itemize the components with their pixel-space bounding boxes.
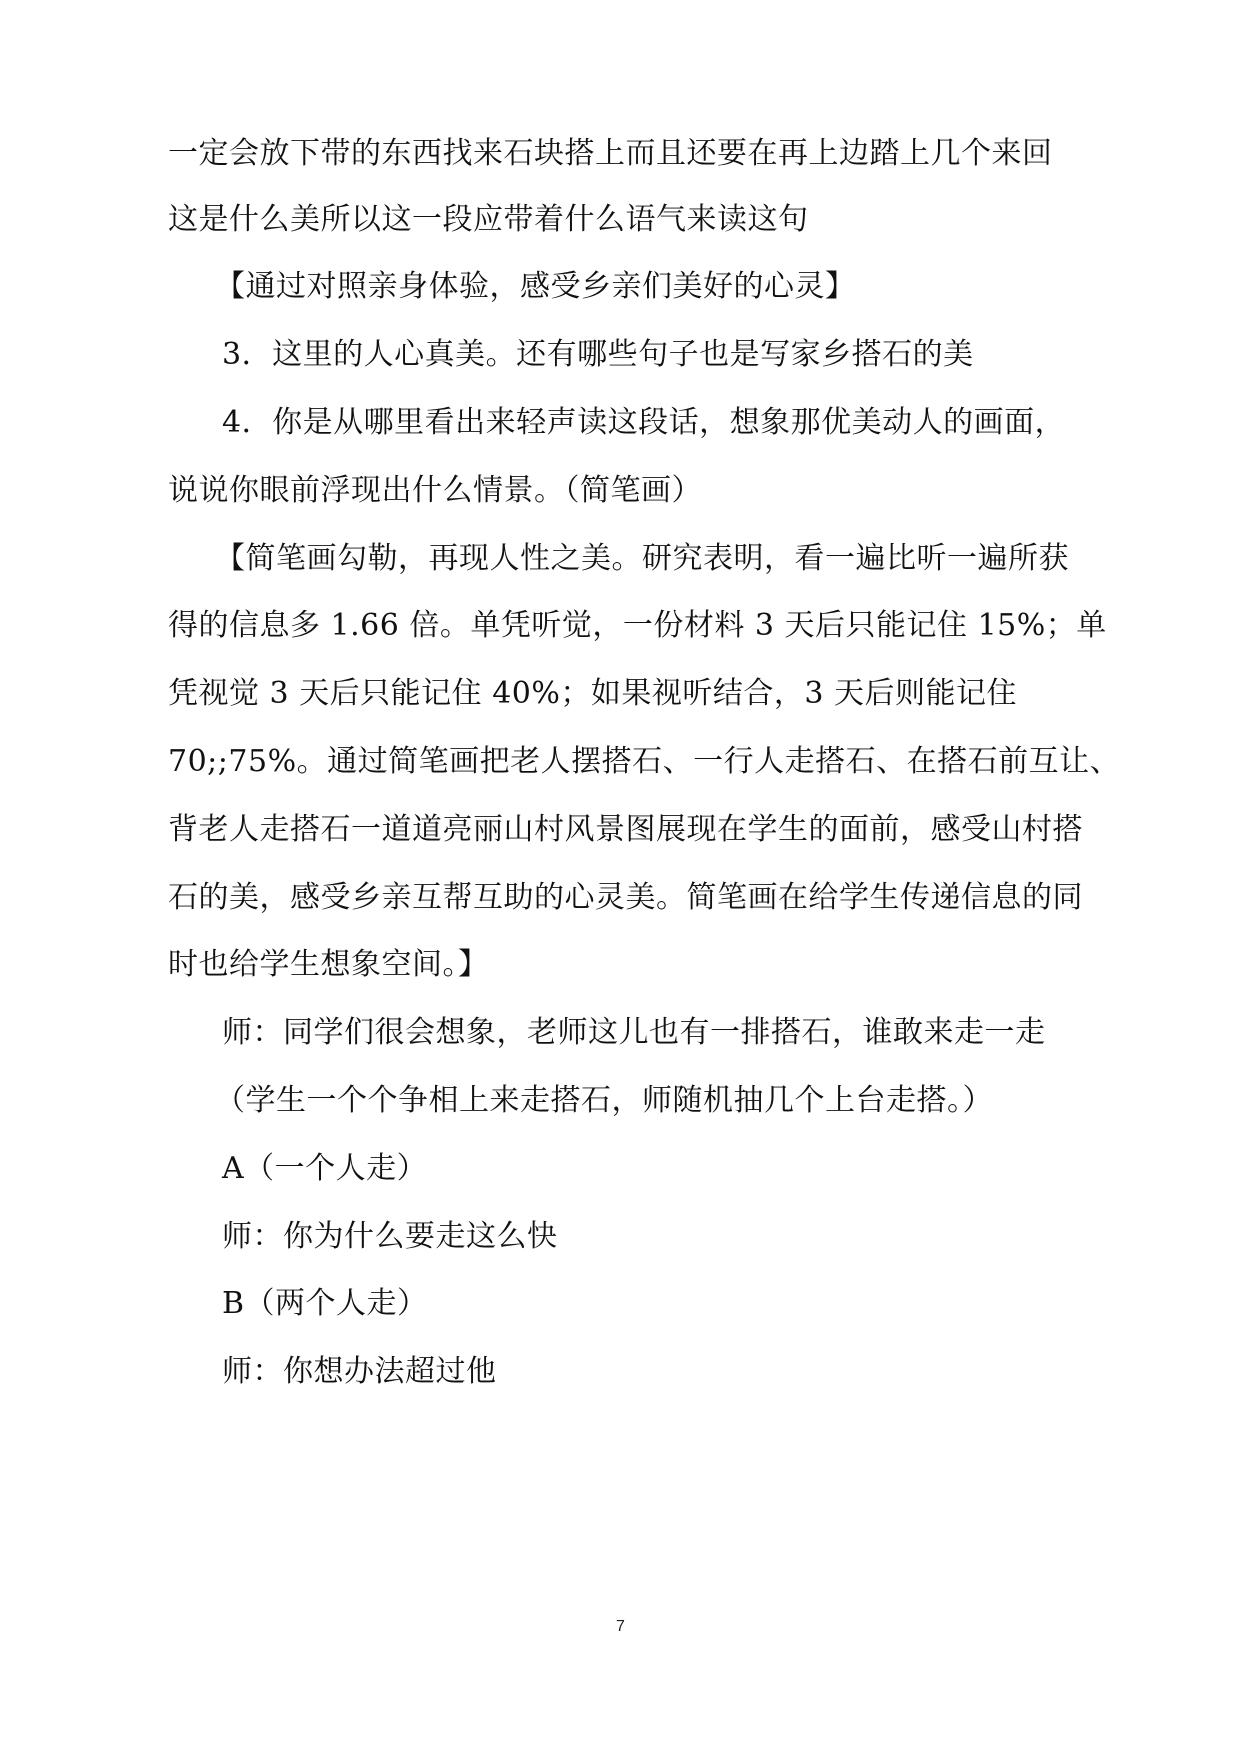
text-line-19: 师：你想办法超过他 [222,1354,497,1389]
text-line-16: A（一个人走） [222,1151,428,1186]
text-line-8: 得的信息多 1.66 倍。单凭听觉，一份材料 3 天后只能记住 15%；单 [168,608,1107,643]
text-line-2: 这是什么美所以这一段应带着什么语气来读这句 [168,202,809,237]
text-line-14: 师：同学们很会想象，老师这儿也有一排搭石，谁敢来走一走 [222,1015,1046,1050]
page-number: 7 [616,1618,625,1635]
text-line-17: 师：你为什么要走这么快 [222,1219,558,1254]
text-line-4: 3．这里的人心真美。还有哪些句子也是写家乡搭石的美 [222,337,974,372]
text-line-18: B（两个人走） [222,1286,428,1321]
text-line-7: 【简笔画勾勒，再现人性之美。研究表明，看一遍比听一遍所获 [215,541,1069,576]
text-line-3: 【通过对照亲身体验，感受乡亲们美好的心灵】 [215,269,856,304]
text-line-11: 背老人走搭石一道道亮丽山村风景图展现在学生的面前，感受山村搭 [168,812,1083,847]
text-line-6: 说说你眼前浮现出什么情景。（简笔画） [168,473,702,508]
text-line-1: 一定会放下带的东西找来石块搭上而且还要在再上边踏上几个来回 [168,136,1053,171]
text-line-5: 4．你是从哪里看出来轻声读这段话，想象那优美动人的画面， [222,405,1066,440]
text-line-15: （学生一个个争相上来走搭石，师随机抽几个上台走搭。） [215,1083,993,1118]
text-line-12: 石的美，感受乡亲互帮互助的心灵美。简笔画在给学生传递信息的同 [168,880,1083,915]
text-line-9: 凭视觉 3 天后只能记住 40%；如果视听结合，3 天后则能记住 [168,676,1017,711]
text-line-10: 70;;75%。通过简笔画把老人摆搭石、一行人走搭石、在搭石前互让、 [168,744,1121,779]
text-line-13: 时也给学生想象空间。】 [168,947,489,982]
